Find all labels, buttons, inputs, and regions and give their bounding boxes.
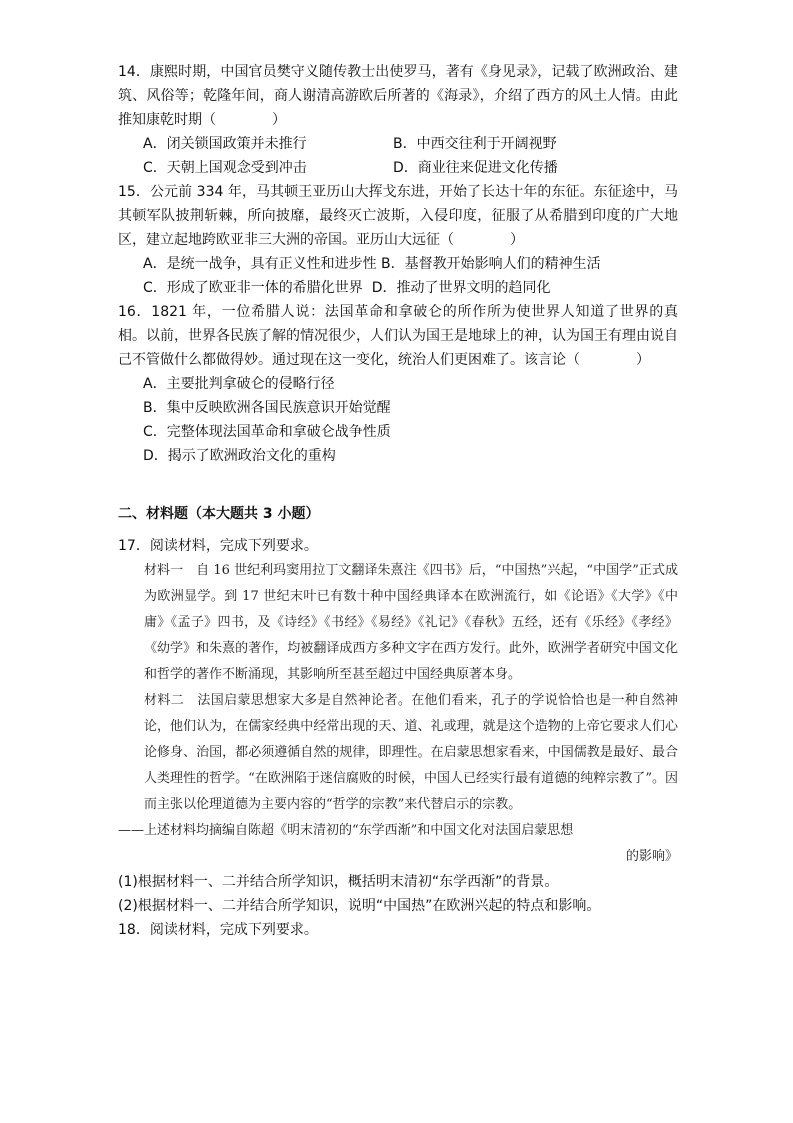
question-15-option-c: C．形成了欧亚非一体的希腊化世界 [143,280,363,296]
question-14-stem: 14．康熙时期，中国官员樊守义随传教士出使罗马，著有《身见录》，记载了欧洲政治、建筑、风俗等；乾隆年间，商人谢清高游欧后所著的《海录》，介绍了西方的风土人情。由此推知康乾时期（ ） [118,64,678,128]
material-2-text: 材料二 法国启蒙思想家大多是自然神论者。在他们看来，孔子的学说恰恰也是一种自然神论，他们认为，在儒家经典中经常出现的天、道、礼或理，就是这个造物的上帝它要求人们心论修身、治国，都必须遵循自然的规律，即理性。在启蒙思想家看来，中国儒教是最好、最合人类理性的哲学。“在欧洲陷于迷信腐败的时候，中国人已经实行最有道德的纯粹宗教了”。因而主张以伦理道德为主要内容的“哲学的宗教”来代替启示的宗教。 [144,693,678,812]
question-16-stem: 16．1821 年，一位希腊人说：法国革命和拿破仑的所作所为使世界人知道了世界的真相。以前，世界各民族了解的情况很少，人们认为国王是地球上的神，认为国王有理由说自己不管做什么都做得妙。通过现在这一变化，统治人们更困难了。该言论（ ） [118,304,678,368]
exam-page [118,60,678,942]
question-17-material-1 [118,558,678,688]
material-1-text: 材料一 自 16 世纪利玛窦用拉丁文翻译朱熹注《四书》后，“中国热”兴起，“中国学”正式成为欧洲显学。到 17 世纪末叶已有数十种中国经典译本在欧洲流行，如《论语》《大学》《中庸》《孟子》四书，及《诗经》《书经》《易经》《礼记》《春秋》五经，还有《乐经》《孝经》《幼学》和朱熹的著作，均被翻译成西方多种文字在西方发行。此外，欧洲学者研究中国文化和哲学的著作不断涌现，其影响所至甚至超过中国经典原著本身。 [144,563,678,682]
question-14-options-row-2 [118,156,678,180]
question-15-stem: 15．公元前 334 年，马其顿王亚历山大挥戈东进，开始了长达十年的东征。东征途中，马其顿军队披荆斩棘，所向披靡，最终灭亡波斯，入侵印度，征服了从希腊到印度的广大地区，建立起地跨欧亚非三大洲的帝国。亚历山大远征（ ） [118,184,678,248]
question-15-option-b: B．基督教开始影响人们的精神生活 [381,256,601,272]
question-15-options-row-1 [118,252,678,276]
question-17-sub-1: (1)根据材料一、二并结合所学知识，概括明末清初“东学西渐”的背景。 [118,874,559,890]
question-14-option-d: D．商业往来促进文化传播 [393,160,558,176]
question-15-option-a: A．是统一战争，具有正义性和进步性 [143,256,377,272]
question-16-option-b: B．集中反映欧洲各国民族意识开始觉醒 [143,400,391,416]
question-17-sub-2: (2)根据材料一、二并结合所学知识，说明“中国热”在欧洲兴起的特点和影响。 [118,898,601,914]
question-17-stem: 17．阅读材料，完成下列要求。 [118,538,318,554]
question-15-option-d: D．推动了世界文明的趋同化 [371,280,551,296]
question-17-material-2 [118,688,678,818]
question-14-option-a: A．闭关锁国政策并未推行 [143,136,307,152]
question-14-options-row-1 [118,132,678,156]
question-14-option-c: C．天朝上国观念受到冲击 [143,160,307,176]
question-16-option-c: C．完整体现法国革命和拿破仑战争性质 [143,424,391,440]
question-18-stem: 18．阅读材料，完成下列要求。 [118,922,318,938]
material-source-line-1: ——上述材料均摘编自陈超《明末清初的“东学西渐”和中国文化对法国启蒙思想 [118,823,574,838]
section-2-heading: 二、材料题（本大题共 3 小题） [118,506,320,522]
question-16-option-d: D．揭示了欧洲政治文化的重构 [143,448,336,464]
question-16-option-a: A．主要批判拿破仑的侵略行径 [143,376,335,392]
material-source-line-2: 的影响》 [625,849,678,864]
question-15-options-row-2 [118,276,678,300]
question-14-option-b: B．中西交往利于开阔视野 [393,136,557,152]
